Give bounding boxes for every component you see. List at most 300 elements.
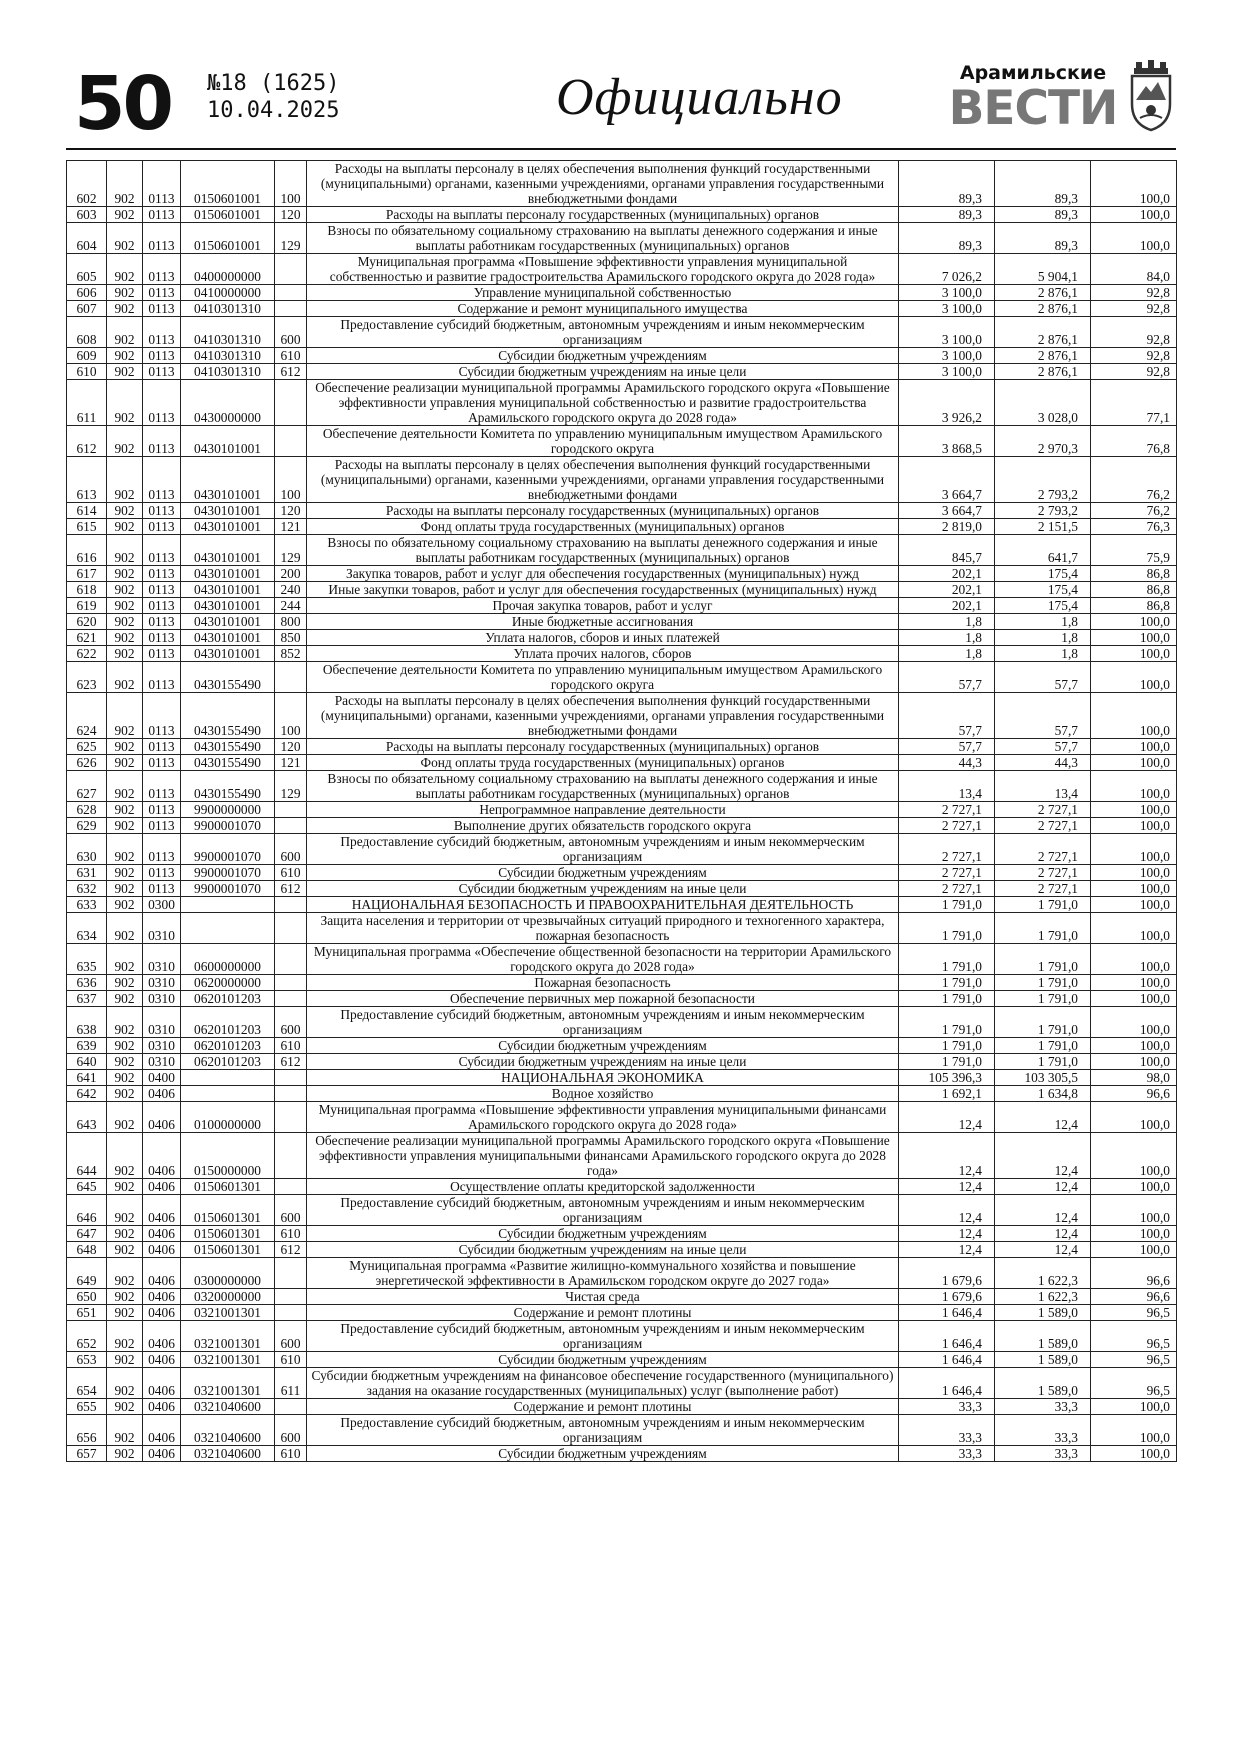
percent-executed: 77,1 xyxy=(1091,380,1177,426)
row-number: 647 xyxy=(67,1226,107,1242)
table-row xyxy=(67,693,1177,739)
planned-amount: 33,3 xyxy=(899,1446,995,1462)
target-article-code: 9900001070 xyxy=(181,834,275,865)
table-row xyxy=(67,646,1177,662)
planned-amount: 33,3 xyxy=(899,1415,995,1446)
target-article-code: 0430155490 xyxy=(181,755,275,771)
target-article-code: 0620101203 xyxy=(181,1007,275,1038)
section-code: 0406 xyxy=(143,1102,181,1133)
section-code: 0310 xyxy=(143,991,181,1007)
planned-amount: 3 100,0 xyxy=(899,301,995,317)
section-code: 0310 xyxy=(143,944,181,975)
description: Обеспечение деятельности Комитета по управлению муниципальным имуществом Арамильского городского округа xyxy=(307,662,899,693)
table-row xyxy=(67,771,1177,802)
row-number: 631 xyxy=(67,865,107,881)
executed-amount: 641,7 xyxy=(995,535,1091,566)
table-row xyxy=(67,991,1177,1007)
percent-executed: 86,8 xyxy=(1091,598,1177,614)
percent-executed: 100,0 xyxy=(1091,662,1177,693)
target-article-code: 0321040600 xyxy=(181,1399,275,1415)
expense-type-code xyxy=(275,1258,307,1289)
expense-type-code xyxy=(275,254,307,285)
target-article-code: 0430155490 xyxy=(181,739,275,755)
expense-type-code xyxy=(275,285,307,301)
department-code: 902 xyxy=(107,975,143,991)
planned-amount: 2 819,0 xyxy=(899,519,995,535)
department-code: 902 xyxy=(107,1054,143,1070)
table-row xyxy=(67,975,1177,991)
section-code: 0113 xyxy=(143,301,181,317)
description: Чистая среда xyxy=(307,1289,899,1305)
department-code: 902 xyxy=(107,598,143,614)
table-row xyxy=(67,913,1177,944)
row-number: 657 xyxy=(67,1446,107,1462)
section-code: 0113 xyxy=(143,646,181,662)
table-row xyxy=(67,161,1177,207)
target-article-code: 0150601001 xyxy=(181,161,275,207)
department-code: 902 xyxy=(107,426,143,457)
target-article-code: 9900001070 xyxy=(181,881,275,897)
row-number: 618 xyxy=(67,582,107,598)
target-article-code: 0321040600 xyxy=(181,1415,275,1446)
executed-amount: 1,8 xyxy=(995,614,1091,630)
table-row xyxy=(67,1242,1177,1258)
executed-amount: 5 904,1 xyxy=(995,254,1091,285)
planned-amount: 1 646,4 xyxy=(899,1368,995,1399)
description: Пожарная безопасность xyxy=(307,975,899,991)
description: Субсидии бюджетным учреждениям xyxy=(307,865,899,881)
expense-type-code xyxy=(275,1399,307,1415)
table-row xyxy=(67,1321,1177,1352)
row-number: 606 xyxy=(67,285,107,301)
executed-amount: 2 727,1 xyxy=(995,865,1091,881)
section-code: 0113 xyxy=(143,630,181,646)
expense-type-code: 120 xyxy=(275,739,307,755)
percent-executed: 86,8 xyxy=(1091,566,1177,582)
expense-type-code: 100 xyxy=(275,693,307,739)
planned-amount: 12,4 xyxy=(899,1242,995,1258)
department-code: 902 xyxy=(107,566,143,582)
row-number: 603 xyxy=(67,207,107,223)
department-code: 902 xyxy=(107,1352,143,1368)
target-article-code: 0410301310 xyxy=(181,317,275,348)
description: Защита населения и территории от чрезвычайных ситуаций природного и техногенного характера, пожарная безопасность xyxy=(307,913,899,944)
department-code: 902 xyxy=(107,1179,143,1195)
section-code: 0406 xyxy=(143,1321,181,1352)
planned-amount: 3 664,7 xyxy=(899,503,995,519)
table-row xyxy=(67,1070,1177,1086)
expense-type-code: 129 xyxy=(275,223,307,254)
section-code: 0113 xyxy=(143,662,181,693)
percent-executed: 76,2 xyxy=(1091,503,1177,519)
executed-amount: 175,4 xyxy=(995,566,1091,582)
executed-amount: 2 727,1 xyxy=(995,881,1091,897)
expense-type-code: 610 xyxy=(275,1446,307,1462)
planned-amount: 2 727,1 xyxy=(899,818,995,834)
budget-table-body xyxy=(67,161,1177,1462)
row-number: 652 xyxy=(67,1321,107,1352)
description: Расходы на выплаты персоналу в целях обеспечения выполнения функций государственными (муниципальными) органами, казенными учреждениями, органами управления государственными внебюджетными фондами xyxy=(307,161,899,207)
executed-amount: 2 727,1 xyxy=(995,834,1091,865)
page-number: 50 xyxy=(74,61,171,147)
table-row xyxy=(67,348,1177,364)
table-row xyxy=(67,614,1177,630)
department-code: 902 xyxy=(107,535,143,566)
section-code: 0113 xyxy=(143,380,181,426)
expense-type-code: 200 xyxy=(275,566,307,582)
table-row xyxy=(67,317,1177,348)
section-code: 0113 xyxy=(143,693,181,739)
expense-type-code: 121 xyxy=(275,755,307,771)
percent-executed: 96,6 xyxy=(1091,1258,1177,1289)
planned-amount: 202,1 xyxy=(899,566,995,582)
row-number: 645 xyxy=(67,1179,107,1195)
planned-amount: 1 791,0 xyxy=(899,1038,995,1054)
target-article-code: 0150601301 xyxy=(181,1195,275,1226)
table-row xyxy=(67,380,1177,426)
target-article-code: 0620101203 xyxy=(181,991,275,1007)
expense-type-code xyxy=(275,802,307,818)
percent-executed: 96,5 xyxy=(1091,1305,1177,1321)
planned-amount: 57,7 xyxy=(899,662,995,693)
planned-amount: 202,1 xyxy=(899,598,995,614)
table-row xyxy=(67,802,1177,818)
section-code: 0406 xyxy=(143,1086,181,1102)
section-code: 0113 xyxy=(143,598,181,614)
target-article-code: 0150601301 xyxy=(181,1242,275,1258)
table-row xyxy=(67,739,1177,755)
row-number: 614 xyxy=(67,503,107,519)
target-article-code xyxy=(181,913,275,944)
expense-type-code: 612 xyxy=(275,1242,307,1258)
department-code: 902 xyxy=(107,944,143,975)
section-code: 0113 xyxy=(143,285,181,301)
expense-type-code: 600 xyxy=(275,834,307,865)
description: Обеспечение первичных мер пожарной безопасности xyxy=(307,991,899,1007)
target-article-code: 0320000000 xyxy=(181,1289,275,1305)
target-article-code: 0430101001 xyxy=(181,630,275,646)
executed-amount: 1 791,0 xyxy=(995,897,1091,913)
row-number: 623 xyxy=(67,662,107,693)
description: Уплата прочих налогов, сборов xyxy=(307,646,899,662)
department-code: 902 xyxy=(107,755,143,771)
percent-executed: 100,0 xyxy=(1091,646,1177,662)
percent-executed: 96,6 xyxy=(1091,1289,1177,1305)
expense-type-code: 120 xyxy=(275,207,307,223)
target-article-code: 9900000000 xyxy=(181,802,275,818)
target-article-code: 0321040600 xyxy=(181,1446,275,1462)
row-number: 611 xyxy=(67,380,107,426)
expense-type-code xyxy=(275,301,307,317)
target-article-code: 0410000000 xyxy=(181,285,275,301)
description: Предоставление субсидий бюджетным, автономным учреждениям и иным некоммерческим организациям xyxy=(307,1321,899,1352)
table-row xyxy=(67,1102,1177,1133)
percent-executed: 100,0 xyxy=(1091,834,1177,865)
executed-amount: 13,4 xyxy=(995,771,1091,802)
planned-amount: 1 646,4 xyxy=(899,1305,995,1321)
percent-executed: 100,0 xyxy=(1091,693,1177,739)
department-code: 902 xyxy=(107,285,143,301)
section-code: 0113 xyxy=(143,519,181,535)
executed-amount: 103 305,5 xyxy=(995,1070,1091,1086)
expense-type-code: 612 xyxy=(275,1054,307,1070)
row-number: 646 xyxy=(67,1195,107,1226)
percent-executed: 76,8 xyxy=(1091,426,1177,457)
target-article-code: 0150000000 xyxy=(181,1133,275,1179)
table-row xyxy=(67,1399,1177,1415)
issue-info xyxy=(207,70,339,124)
department-code: 902 xyxy=(107,771,143,802)
target-article-code: 0410301310 xyxy=(181,348,275,364)
expense-type-code: 610 xyxy=(275,348,307,364)
description: Обеспечение реализации муниципальной программы Арамильского городского округа «Повышение эффективности управления муниципальной собственностью и развитие градостроительства Арамильского городского округа до 2028 года» xyxy=(307,380,899,426)
section-code: 0406 xyxy=(143,1399,181,1415)
table-row xyxy=(67,1352,1177,1368)
executed-amount: 89,3 xyxy=(995,207,1091,223)
header-rule xyxy=(66,148,1176,150)
row-number: 638 xyxy=(67,1007,107,1038)
executed-amount: 89,3 xyxy=(995,161,1091,207)
table-row xyxy=(67,1038,1177,1054)
department-code: 902 xyxy=(107,1446,143,1462)
description: Субсидии бюджетным учреждениям на иные цели xyxy=(307,1054,899,1070)
executed-amount: 12,4 xyxy=(995,1195,1091,1226)
expense-type-code: 244 xyxy=(275,598,307,614)
section-code: 0113 xyxy=(143,535,181,566)
section-code: 0406 xyxy=(143,1195,181,1226)
target-article-code: 0150601001 xyxy=(181,207,275,223)
description: Уплата налогов, сборов и иных платежей xyxy=(307,630,899,646)
target-article-code: 0300000000 xyxy=(181,1258,275,1289)
department-code: 902 xyxy=(107,630,143,646)
table-row xyxy=(67,301,1177,317)
table-row xyxy=(67,1054,1177,1070)
expense-type-code: 600 xyxy=(275,1415,307,1446)
planned-amount: 13,4 xyxy=(899,771,995,802)
percent-executed: 100,0 xyxy=(1091,1102,1177,1133)
budget-table xyxy=(66,160,1177,1462)
row-number: 610 xyxy=(67,364,107,380)
section-code: 0406 xyxy=(143,1242,181,1258)
department-code: 902 xyxy=(107,834,143,865)
planned-amount: 7 026,2 xyxy=(899,254,995,285)
percent-executed: 100,0 xyxy=(1091,818,1177,834)
target-article-code: 0600000000 xyxy=(181,944,275,975)
planned-amount: 1 791,0 xyxy=(899,913,995,944)
percent-executed: 100,0 xyxy=(1091,1226,1177,1242)
department-code: 902 xyxy=(107,317,143,348)
table-row xyxy=(67,1179,1177,1195)
expense-type-code: 120 xyxy=(275,503,307,519)
target-article-code: 0321001301 xyxy=(181,1352,275,1368)
percent-executed: 100,0 xyxy=(1091,975,1177,991)
target-article-code: 0430101001 xyxy=(181,503,275,519)
description: Субсидии бюджетным учреждениям xyxy=(307,1446,899,1462)
description: Расходы на выплаты персоналу государственных (муниципальных) органов xyxy=(307,503,899,519)
department-code: 902 xyxy=(107,1102,143,1133)
planned-amount: 1 646,4 xyxy=(899,1321,995,1352)
table-row xyxy=(67,630,1177,646)
planned-amount: 2 727,1 xyxy=(899,881,995,897)
expense-type-code: 611 xyxy=(275,1368,307,1399)
row-number: 619 xyxy=(67,598,107,614)
row-number: 627 xyxy=(67,771,107,802)
executed-amount: 33,3 xyxy=(995,1399,1091,1415)
executed-amount: 1 791,0 xyxy=(995,1054,1091,1070)
percent-executed: 100,0 xyxy=(1091,1054,1177,1070)
department-code: 902 xyxy=(107,503,143,519)
planned-amount: 1 646,4 xyxy=(899,1352,995,1368)
description: Субсидии бюджетным учреждениям xyxy=(307,1226,899,1242)
percent-executed: 100,0 xyxy=(1091,991,1177,1007)
row-number: 624 xyxy=(67,693,107,739)
expense-type-code: 612 xyxy=(275,364,307,380)
description: Взносы по обязательному социальному страхованию на выплаты денежного содержания и иные выплаты работникам государственных (муниципальных) органов xyxy=(307,535,899,566)
row-number: 616 xyxy=(67,535,107,566)
executed-amount: 1,8 xyxy=(995,630,1091,646)
department-code: 902 xyxy=(107,223,143,254)
executed-amount: 2 876,1 xyxy=(995,364,1091,380)
description: Предоставление субсидий бюджетным, автономным учреждениям и иным некоммерческим организациям xyxy=(307,1195,899,1226)
expense-type-code xyxy=(275,1086,307,1102)
description: Содержание и ремонт плотины xyxy=(307,1305,899,1321)
row-number: 622 xyxy=(67,646,107,662)
executed-amount: 175,4 xyxy=(995,582,1091,598)
expense-type-code xyxy=(275,662,307,693)
expense-type-code xyxy=(275,913,307,944)
executed-amount: 3 028,0 xyxy=(995,380,1091,426)
planned-amount: 2 727,1 xyxy=(899,802,995,818)
description: Иные бюджетные ассигнования xyxy=(307,614,899,630)
executed-amount: 1 589,0 xyxy=(995,1321,1091,1352)
section-code: 0113 xyxy=(143,755,181,771)
table-row xyxy=(67,834,1177,865)
percent-executed: 100,0 xyxy=(1091,1399,1177,1415)
row-number: 641 xyxy=(67,1070,107,1086)
section-code: 0400 xyxy=(143,1070,181,1086)
executed-amount: 12,4 xyxy=(995,1133,1091,1179)
department-code: 902 xyxy=(107,457,143,503)
target-article-code: 0430155490 xyxy=(181,693,275,739)
expense-type-code: 600 xyxy=(275,317,307,348)
expense-type-code xyxy=(275,975,307,991)
percent-executed: 100,0 xyxy=(1091,1195,1177,1226)
table-row xyxy=(67,662,1177,693)
description: Обеспечение деятельности Комитета по управлению муниципальным имуществом Арамильского городского округа xyxy=(307,426,899,457)
expense-type-code: 129 xyxy=(275,771,307,802)
executed-amount: 44,3 xyxy=(995,755,1091,771)
planned-amount: 89,3 xyxy=(899,161,995,207)
description: Расходы на выплаты персоналу в целях обеспечения выполнения функций государственными (муниципальными) органами, казенными учреждениями, органами управления государственными внебюджетными фондами xyxy=(307,693,899,739)
section-code: 0406 xyxy=(143,1305,181,1321)
percent-executed: 76,3 xyxy=(1091,519,1177,535)
description: Фонд оплаты труда государственных (муниципальных) органов xyxy=(307,519,899,535)
percent-executed: 100,0 xyxy=(1091,161,1177,207)
expense-type-code xyxy=(275,897,307,913)
planned-amount: 2 727,1 xyxy=(899,865,995,881)
percent-executed: 100,0 xyxy=(1091,1446,1177,1462)
department-code: 902 xyxy=(107,646,143,662)
section-code: 0113 xyxy=(143,739,181,755)
row-number: 626 xyxy=(67,755,107,771)
description: Предоставление субсидий бюджетным, автономным учреждениям и иным некоммерческим организациям xyxy=(307,1415,899,1446)
executed-amount: 2 151,5 xyxy=(995,519,1091,535)
row-number: 609 xyxy=(67,348,107,364)
row-number: 653 xyxy=(67,1352,107,1368)
department-code: 902 xyxy=(107,662,143,693)
department-code: 902 xyxy=(107,991,143,1007)
percent-executed: 100,0 xyxy=(1091,771,1177,802)
page-header xyxy=(66,60,1176,148)
section-code: 0406 xyxy=(143,1226,181,1242)
target-article-code: 0430101001 xyxy=(181,614,275,630)
executed-amount: 1 589,0 xyxy=(995,1352,1091,1368)
row-number: 656 xyxy=(67,1415,107,1446)
expense-type-code: 600 xyxy=(275,1007,307,1038)
row-number: 621 xyxy=(67,630,107,646)
department-code: 902 xyxy=(107,1242,143,1258)
table-row xyxy=(67,1446,1177,1462)
executed-amount: 12,4 xyxy=(995,1242,1091,1258)
percent-executed: 100,0 xyxy=(1091,755,1177,771)
description: Субсидии бюджетным учреждениям на иные цели xyxy=(307,881,899,897)
planned-amount: 3 868,5 xyxy=(899,426,995,457)
executed-amount: 1 622,3 xyxy=(995,1258,1091,1289)
section-code: 0113 xyxy=(143,802,181,818)
planned-amount: 1 791,0 xyxy=(899,897,995,913)
planned-amount: 1 679,6 xyxy=(899,1258,995,1289)
target-article-code: 0100000000 xyxy=(181,1102,275,1133)
percent-executed: 100,0 xyxy=(1091,944,1177,975)
department-code: 902 xyxy=(107,1399,143,1415)
section-code: 0310 xyxy=(143,1007,181,1038)
table-row xyxy=(67,207,1177,223)
percent-executed: 86,8 xyxy=(1091,582,1177,598)
section-code: 0113 xyxy=(143,317,181,348)
section-code: 0300 xyxy=(143,897,181,913)
section-code: 0113 xyxy=(143,161,181,207)
target-article-code: 0430101001 xyxy=(181,566,275,582)
planned-amount: 89,3 xyxy=(899,207,995,223)
planned-amount: 3 100,0 xyxy=(899,317,995,348)
expense-type-code xyxy=(275,1289,307,1305)
percent-executed: 100,0 xyxy=(1091,1133,1177,1179)
table-row xyxy=(67,1133,1177,1179)
target-article-code: 0430101001 xyxy=(181,582,275,598)
department-code: 902 xyxy=(107,582,143,598)
section-code: 0113 xyxy=(143,834,181,865)
planned-amount: 1 791,0 xyxy=(899,975,995,991)
description: Расходы на выплаты персоналу государственных (муниципальных) органов xyxy=(307,207,899,223)
table-row xyxy=(67,1258,1177,1289)
section-code: 0113 xyxy=(143,582,181,598)
executed-amount: 2 793,2 xyxy=(995,457,1091,503)
percent-executed: 96,5 xyxy=(1091,1368,1177,1399)
executed-amount: 57,7 xyxy=(995,739,1091,755)
department-code: 902 xyxy=(107,1289,143,1305)
expense-type-code: 610 xyxy=(275,1226,307,1242)
description: Взносы по обязательному социальному страхованию на выплаты денежного содержания и иные выплаты работникам государственных (муниципальных) органов xyxy=(307,223,899,254)
table-row xyxy=(67,535,1177,566)
planned-amount: 1,8 xyxy=(899,630,995,646)
percent-executed: 84,0 xyxy=(1091,254,1177,285)
percent-executed: 100,0 xyxy=(1091,1242,1177,1258)
table-row xyxy=(67,598,1177,614)
section-code: 0406 xyxy=(143,1352,181,1368)
target-article-code: 0620000000 xyxy=(181,975,275,991)
percent-executed: 76,2 xyxy=(1091,457,1177,503)
logo-top-text: Арамильские xyxy=(959,62,1107,84)
